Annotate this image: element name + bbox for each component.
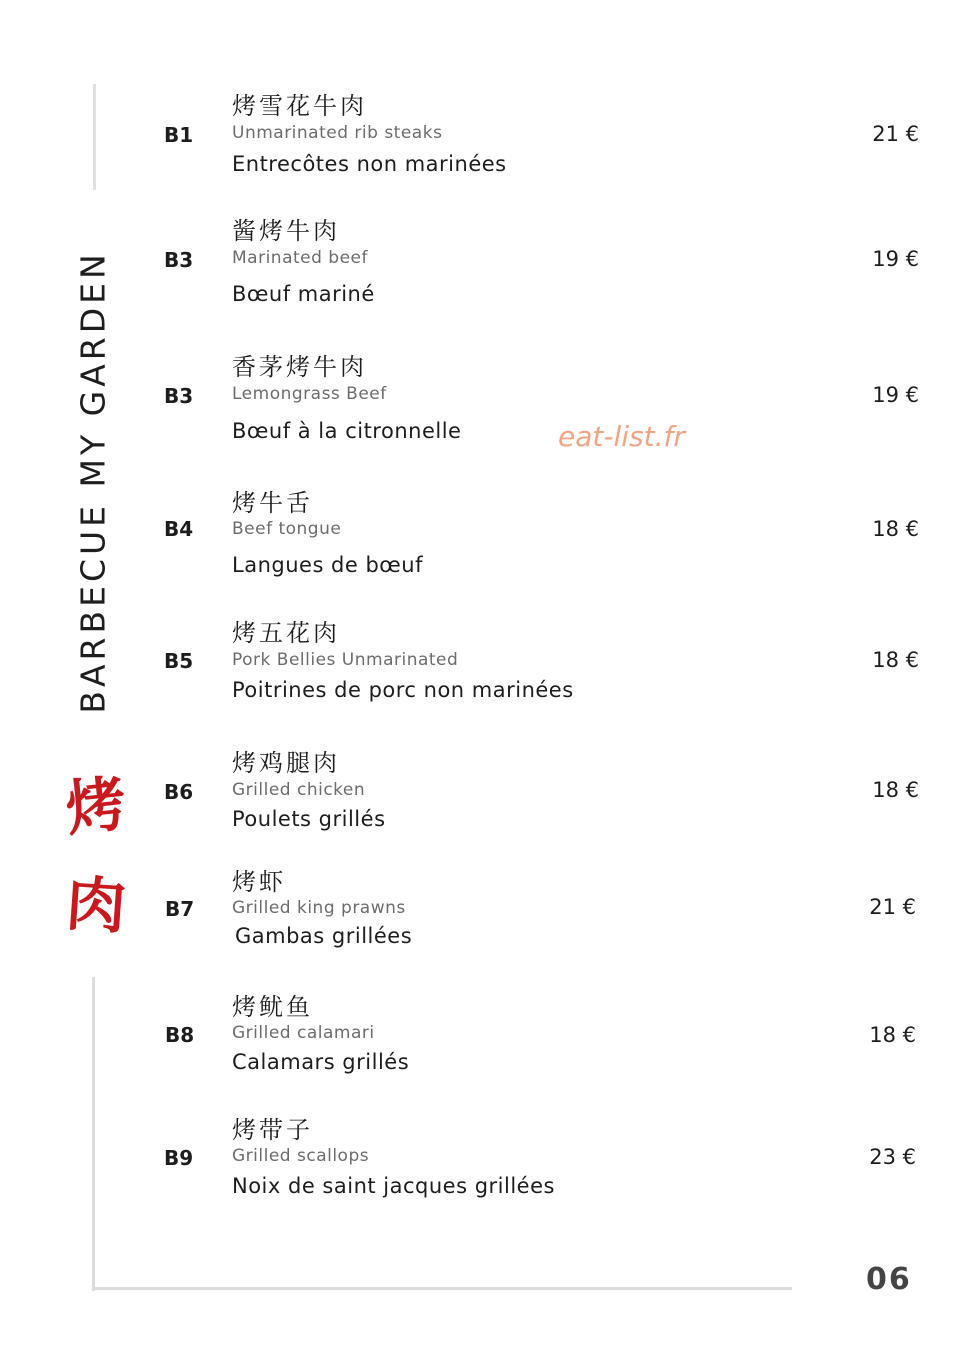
item-price: 18 € [872, 778, 919, 802]
item-name-english: Lemongrass Beef [232, 384, 387, 404]
item-name-chinese: 烤鱿鱼 [232, 993, 313, 1021]
item-name-french: Poulets grillés [232, 807, 386, 831]
item-code: B5 [164, 649, 194, 673]
menu-item [0, 481, 971, 591]
item-code: B3 [164, 384, 194, 408]
item-price: 21 € [872, 122, 919, 146]
item-name-english: Grilled chicken [232, 780, 366, 800]
item-name-english: Unmarinated rib steaks [232, 123, 443, 143]
item-price: 18 € [872, 517, 919, 541]
item-price: 19 € [872, 247, 919, 271]
item-price: 18 € [872, 648, 919, 672]
section-title-text: BARBECUE MY GARDEN [73, 250, 113, 714]
menu-item [0, 84, 971, 194]
item-price: 23 € [869, 1145, 916, 1169]
item-name-chinese: 香茅烤牛肉 [232, 353, 367, 381]
item-name-chinese: 烤牛舌 [232, 489, 313, 517]
item-name-english: Marinated beef [232, 248, 369, 268]
item-name-chinese: 烤虾 [232, 868, 286, 896]
menu-item [0, 209, 971, 319]
item-name-english: Grilled scallops [232, 1146, 370, 1166]
item-code: B4 [164, 517, 194, 541]
menu-item [0, 860, 971, 970]
item-price: 19 € [872, 383, 919, 407]
menu-item [0, 611, 971, 721]
page-number: 06 [866, 1262, 912, 1297]
item-name-chinese: 烤鸡腿肉 [232, 749, 340, 777]
item-code: B8 [165, 1023, 195, 1047]
item-name-chinese: 酱烤牛肉 [232, 217, 340, 245]
item-code: B9 [164, 1146, 194, 1170]
horizontal-rule-bottom [92, 1287, 792, 1290]
menu-item [0, 985, 971, 1095]
item-name-chinese: 烤带子 [232, 1116, 313, 1144]
item-price: 18 € [869, 1023, 916, 1047]
menu-item [0, 1108, 971, 1218]
item-name-chinese: 烤五花肉 [232, 619, 340, 647]
item-name-french: Entrecôtes non marinées [232, 152, 507, 176]
chinese-char-2: 肉 [63, 868, 129, 944]
item-name-french: Langues de bœuf [232, 553, 423, 577]
item-name-french: Bœuf à la citronnelle [232, 419, 462, 443]
watermark: eat-list.fr [558, 420, 685, 453]
item-name-english: Beef tongue [232, 519, 342, 539]
item-code: B3 [164, 248, 194, 272]
item-code: B6 [164, 780, 194, 804]
item-code: B7 [165, 897, 195, 921]
chinese-char-1: 烤 [62, 769, 130, 845]
item-name-french: Calamars grillés [232, 1050, 410, 1074]
item-code: B1 [164, 123, 194, 147]
item-name-french: Bœuf mariné [232, 282, 375, 306]
item-name-english: Grilled king prawns [232, 898, 406, 918]
item-name-french: Noix de saint jacques grillées [232, 1174, 555, 1198]
item-name-french: Poitrines de porc non marinées [232, 678, 574, 702]
item-name-english: Grilled calamari [232, 1023, 375, 1043]
item-name-english: Pork Bellies Unmarinated [232, 650, 459, 670]
item-name-chinese: 烤雪花牛肉 [232, 92, 367, 120]
item-price: 21 € [869, 895, 916, 919]
item-name-french: Gambas grillées [235, 924, 413, 948]
menu-item [0, 345, 971, 455]
menu-item [0, 741, 971, 851]
